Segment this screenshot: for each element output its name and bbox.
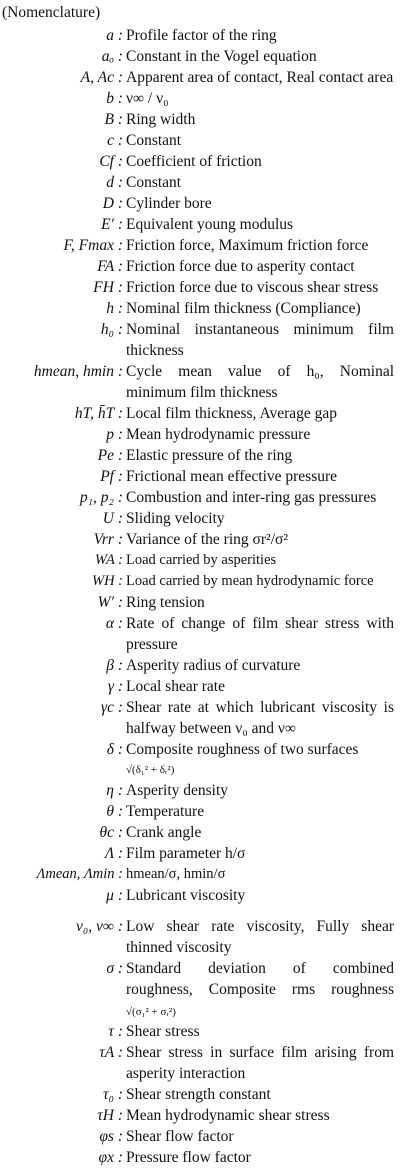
entry-symbol: δ : [106, 741, 123, 758]
entry-definition: Local film thickness, Average gap [126, 405, 338, 422]
nomenclature-entry [0, 864, 400, 885]
entry-definition: Profile factor of the ring [126, 27, 277, 44]
nomenclature-list [0, 25, 400, 1168]
nomenclature-entry [0, 843, 400, 864]
entry-symbol: h₀ : [100, 321, 123, 338]
entry-definition: Shear rate at which lubricant viscosity is halfway between ν₀ and ν∞ [126, 699, 394, 737]
entry-symbol: Λ : [104, 845, 123, 862]
nomenclature-entry [0, 592, 400, 613]
entry-definition: Frictional mean effective pressure [126, 468, 338, 485]
nomenclature-entry [0, 25, 400, 46]
delta-formula [0, 760, 400, 780]
entry-definition: Low shear rate viscosity, Fully shear thinned viscosity [126, 918, 394, 956]
entry-symbol: φx : [98, 1149, 123, 1166]
entry-symbol: p₁, p₂ : [79, 489, 123, 506]
entry-definition: Constant [126, 132, 182, 149]
entry-symbol: η : [106, 782, 123, 799]
nomenclature-entry [0, 277, 400, 298]
nomenclature-entry [0, 319, 400, 361]
entry-definition: Constant [126, 174, 182, 191]
entry-definition: Asperity radius of curvature [126, 657, 301, 674]
entry-symbol: aₒ : [101, 48, 123, 65]
entry-definition: Apparent area of contact, Real contact area [126, 69, 394, 86]
nomenclature-entry [0, 256, 400, 277]
nomenclature-entry [0, 214, 400, 235]
nomenclature-entry [0, 508, 400, 529]
nomenclature-entry [0, 655, 400, 676]
entry-definition: Composite roughness of two surfaces [126, 741, 359, 758]
entry-symbol: α : [105, 615, 123, 632]
nomenclature-entry [0, 67, 400, 88]
nomenclature-entry [0, 958, 400, 1021]
nomenclature-entry [0, 697, 400, 739]
entry-symbol: FA : [97, 258, 123, 275]
entry-symbol: γ : [107, 678, 123, 695]
entry-symbol: hmean, hmin : [33, 363, 123, 380]
entry-symbol: β : [106, 657, 123, 674]
nomenclature-entry [0, 130, 400, 151]
entry-symbol: Λmean, Λmin : [36, 866, 123, 882]
entry-definition: Shear flow factor [126, 1128, 234, 1145]
entry-definition [126, 958, 400, 1021]
entry-definition: Friction force due to asperity contact [126, 258, 355, 275]
entry-symbol: σ : [106, 960, 123, 977]
entry-symbol: τ : [108, 1023, 123, 1040]
entry-symbol: D : [102, 195, 123, 212]
nomenclature-entry [0, 151, 400, 172]
delta-sqrt-formula: √(δ₁² + δᵣ²) [126, 764, 175, 776]
entry-symbol: b : [106, 90, 123, 107]
entry-definition: Variance of the ring σr²/σ² [126, 531, 289, 548]
entry-symbol: θc : [99, 824, 123, 841]
entry-symbol: WH : [91, 573, 123, 589]
entry-definition: Friction force, Maximum friction force [126, 237, 369, 254]
entry-definition: Friction force due to viscous shear stress [126, 279, 379, 296]
nomenclature-entry [0, 487, 400, 508]
entry-symbol: h : [106, 300, 123, 317]
entry-symbol: γc : [100, 699, 123, 716]
entry-definition: Cycle mean value of h₀, Nominal minimum film thickness [126, 363, 394, 401]
entry-symbol: Cf : [99, 153, 123, 170]
entry-symbol: hT, h̄T : [74, 405, 123, 422]
entry-definition: Ring tension [126, 594, 205, 611]
entry-symbol: τ₀ : [103, 1086, 123, 1103]
nomenclature-entry [0, 403, 400, 424]
entry-definition: Elastic pressure of the ring [126, 447, 293, 464]
entry-definition: Combustion and inter-ring gas pressures [126, 489, 377, 506]
entry-symbol: F, Fmax : [63, 237, 123, 254]
entry-symbol: c : [107, 132, 123, 149]
entry-definition: Load carried by mean hydrodynamic force [126, 573, 374, 589]
entry-definition: Coefficient of friction [126, 153, 262, 170]
entry-definition: Cylinder bore [126, 195, 212, 212]
entry-symbol: Vrr : [93, 531, 123, 548]
entry-definition: Crank angle [126, 824, 202, 841]
nomenclature-entry [0, 885, 400, 906]
nomenclature-entry [0, 822, 400, 843]
entry-symbol: ν₀, ν∞ : [76, 918, 123, 935]
entry-symbol: A, Ac : [80, 69, 123, 86]
entry-symbol: E′ : [101, 216, 123, 233]
nomenclature-entry [0, 780, 400, 801]
entry-definition: Shear stress [126, 1023, 200, 1040]
entry-symbol: FH : [93, 279, 123, 296]
nomenclature-heading: (Nomenclature) [2, 4, 101, 21]
entry-definition: Temperature [126, 803, 205, 820]
entry-symbol: p : [106, 426, 123, 443]
entry-symbol: a : [106, 27, 123, 44]
sigma-definition-text: Standard deviation of combined roughness, Composite rms roughness [126, 960, 394, 998]
nomenclature-entry [0, 88, 400, 109]
nomenclature-entry [0, 445, 400, 466]
entry-definition: Constant in the Vogel equation [126, 48, 317, 65]
entry-definition: Lubricant viscosity [126, 887, 246, 904]
entry-definition: hmean/σ, hmin/σ [126, 866, 226, 882]
nomenclature-entry [0, 1126, 400, 1147]
nomenclature-entry [0, 361, 400, 403]
entry-definition: Mean hydrodynamic shear stress [126, 1107, 330, 1124]
nomenclature-entry [0, 1147, 400, 1168]
nomenclature-entry [0, 613, 400, 655]
nomenclature-entry [0, 571, 400, 592]
entry-definition: Mean hydrodynamic pressure [126, 426, 311, 443]
nomenclature-entry [0, 235, 400, 256]
entry-symbol: τA : [99, 1044, 123, 1061]
entry-definition: Nominal film thickness (Compliance) [126, 300, 361, 317]
nomenclature-entry [0, 424, 400, 445]
sigma-sqrt-formula: √(σ₁² + σᵣ²) [126, 1006, 176, 1018]
entry-symbol: φs : [99, 1128, 123, 1145]
entry-definition: Rate of change of film shear stress with pressure [126, 615, 394, 653]
nomenclature-entry [0, 801, 400, 822]
nomenclature-entry [0, 916, 400, 958]
nomenclature-entry [0, 1042, 400, 1084]
nomenclature-entry [0, 109, 400, 130]
entry-symbol: Pe : [97, 447, 123, 464]
entry-symbol: Pf : [100, 468, 123, 485]
entry-definition: Nominal instantaneous minimum film thickness [126, 321, 394, 359]
entry-definition: Shear stress in surface film arising from asperity interaction [126, 1044, 394, 1082]
nomenclature-entry [0, 466, 400, 487]
entry-definition: ν∞ / ν₀ [126, 90, 169, 107]
entry-definition: Local shear rate [126, 678, 225, 695]
entry-definition: Shear strength constant [126, 1086, 271, 1103]
nomenclature-entry [0, 193, 400, 214]
entry-definition: Equivalent young modulus [126, 216, 294, 233]
entry-definition: Load carried by asperities [126, 552, 277, 568]
nomenclature-entry [0, 46, 400, 67]
nomenclature-entry [0, 298, 400, 319]
entry-symbol: W′ : [97, 594, 123, 611]
entry-symbol: B : [104, 111, 123, 128]
nomenclature-entry [0, 529, 400, 550]
nomenclature-entry [0, 739, 400, 760]
entry-definition: Sliding velocity [126, 510, 225, 527]
entry-symbol: μ : [106, 887, 123, 904]
entry-symbol: d : [106, 174, 123, 191]
entry-symbol: WA : [94, 552, 123, 568]
nomenclature-entry [0, 172, 400, 193]
entry-definition: Ring width [126, 111, 196, 128]
entry-definition: Film parameter h/σ [126, 845, 246, 862]
entry-symbol: U : [102, 510, 123, 527]
entry-symbol: τH : [97, 1107, 123, 1124]
entry-definition: Pressure flow factor [126, 1149, 251, 1166]
nomenclature-entry [0, 550, 400, 571]
entry-symbol: θ : [106, 803, 123, 820]
nomenclature-entry [0, 676, 400, 697]
nomenclature-entry [0, 1084, 400, 1105]
nomenclature-entry [0, 1021, 400, 1042]
nomenclature-entry [0, 1105, 400, 1126]
entry-definition: Asperity density [126, 782, 229, 799]
